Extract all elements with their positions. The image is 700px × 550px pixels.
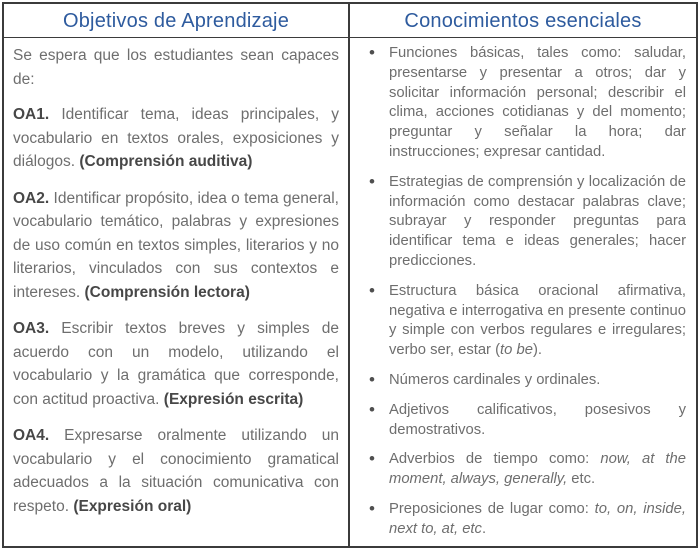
objective-code: OA2. — [13, 189, 50, 207]
objective-code: OA3. — [13, 320, 50, 337]
objective-code: OA4. — [13, 427, 50, 444]
knowledge-list — [362, 44, 686, 540]
knowledge-item: • Estructura básica oracional afirmativa, negativa e interrogativa en presente continuo y simple con verbos regulares e irregulares; verbo ser, estar (to be). — [362, 282, 686, 361]
objective-skill-tag: (Expresión escrita) — [163, 390, 304, 408]
objective-code: OA1. — [13, 106, 50, 123]
objectives-column — [4, 38, 350, 546]
objective-paragraph: OA4. Expresarse oralmente utilizando un vocabulario y el conocimiento gramatical adecuados a la situación comunicativa con respeto. (Expresión oral) — [13, 427, 339, 515]
knowledge-item: • Números cardinales y ordinales. — [362, 371, 686, 391]
objective-skill-tag: (Expresión oral) — [73, 497, 192, 515]
knowledge-item: • Preposiciones de lugar como: to, on, inside, next to, at, etc. — [362, 500, 686, 540]
table-header-row — [4, 4, 696, 38]
objective-paragraph: OA2. Identificar propósito, idea o tema general, vocabulario temático, palabras y expresiones de uso común en textos simples, literarios y no literarios, vinculados con sus contextos e intereses. (Comprensión lectora) — [13, 189, 339, 301]
objective-paragraph: OA3. Escribir textos breves y simples de acuerdo con un modelo, utilizando el vocabulario y la gramática que corresponde, con actitud proactiva. (Expresión escrita) — [13, 320, 339, 408]
objectives-intro: Se espera que los estudiantes sean capaces de: — [13, 47, 339, 88]
objectives-list — [13, 103, 339, 518]
left-column-header: Objetivos de Aprendizaje — [4, 4, 350, 37]
objective-skill-tag: (Comprensión lectora) — [84, 283, 250, 301]
knowledge-item: • Funciones básicas, tales como: saludar, presentarse y presentar a otros; dar y solicitar información personal; describir el clima, acciones cotidianas y del momento; preguntar y señalar la hora; dar instrucciones; expresar cantidad. — [362, 44, 686, 163]
objective-skill-tag: (Comprensión auditiva) — [79, 153, 253, 170]
table-body-row — [4, 38, 696, 546]
right-column-header: Conocimientos esenciales — [404, 10, 642, 32]
objective-paragraph: OA1. Identificar tema, ideas principales, y vocabulario en textos orales, exposiciones y diálogos. (Comprensión auditiva) — [13, 106, 339, 170]
knowledge-item: • Estrategias de comprensión y localización de información como destacar palabras clave; subrayar y responder preguntas para identificar tema e ideas generales; hacer predicciones. — [362, 173, 686, 272]
curriculum-table — [2, 2, 698, 548]
knowledge-item: • Adverbios de tiempo como: now, at the moment, always, generally, etc. — [362, 450, 686, 490]
knowledge-column — [350, 38, 696, 546]
knowledge-item: • Adjetivos calificativos, posesivos y demostrativos. — [362, 401, 686, 441]
